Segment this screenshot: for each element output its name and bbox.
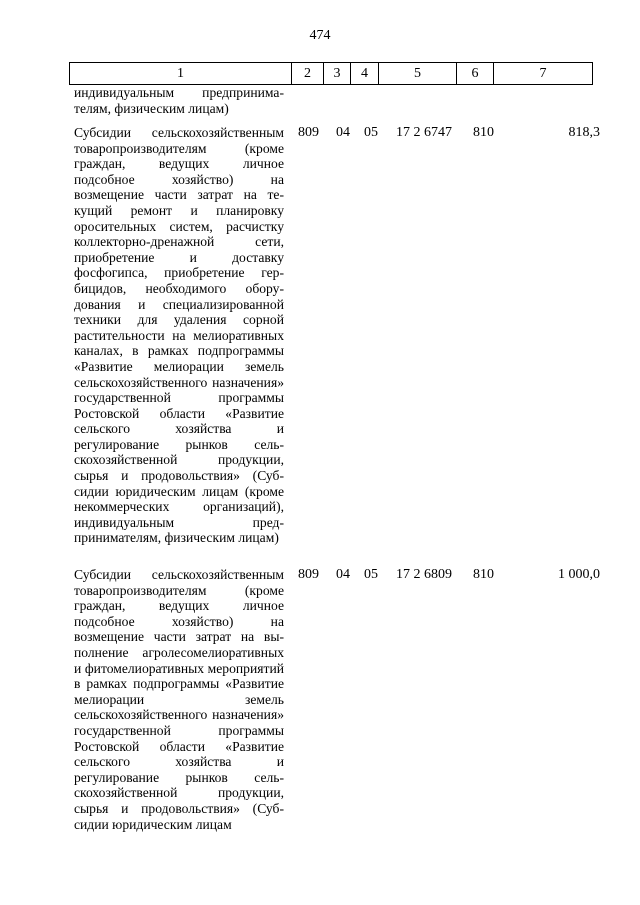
row-1-description: Субсидии сельскохозяйственным товаропроизводителям (кроме граждан, ведущих личное подсобное хозяйство) на возмещение части затрат на текущий ремонт и планировку оросительных систем, расчистку коллекторно-дренажной сети, приобретение и доставку фосфогипса, приобретение гербицидов, необходимого оборудования и специализированной техники для удаления сорной растительности на мелиоративных каналах, в рамках подпрограммы «Развитие мелиорации земель сельскохозяйственного назначения» государственной программы Ростовской области «Развитие сельского хозяйства и регулирование рынков сельскохозяйственной продукции, сырья и продовольствия» (Субсидии юридическим лицам (кроме некоммерческих организаций), индивидуальным предпринимателям, физическим лицам) [74, 125, 284, 546]
column-header-4: 4 [351, 63, 379, 85]
row-1-col-2: 809 [298, 125, 319, 140]
column-header-5: 5 [379, 63, 457, 85]
column-header-table [69, 62, 593, 85]
page-number: 474 [309, 28, 331, 43]
row-1-col-3: 04 [336, 125, 350, 140]
row-2-col-5: 17 2 6809 [396, 567, 452, 582]
row-2-col-7: 1 000,0 [558, 567, 600, 582]
column-header-7: 7 [494, 63, 593, 85]
row-1-col-4: 05 [364, 125, 378, 140]
row-1-col-5: 17 2 6747 [396, 125, 452, 140]
column-header-1: 1 [70, 63, 292, 85]
row-2-col-6: 810 [473, 567, 494, 582]
column-header-2: 2 [292, 63, 324, 85]
column-header-6: 6 [457, 63, 494, 85]
row-2-col-4: 05 [364, 567, 378, 582]
row-2-col-3: 04 [336, 567, 350, 582]
row-2-description: Субсидии сельскохозяйственным товаропроизводителям (кроме граждан, ведущих личное подсобное хозяйство) на возмещение части затрат на выполнение агролесомелиоративных и фитомелиоративных мероприятий в рамках подпрограммы «Развитие мелиорации земель сельскохозяйственного назначения» государственной программы Ростовской области «Развитие сельского хозяйства и регулирование рынков сельскохозяйственной продукции, сырья и продовольствия» (Субсидии юридическим лицам [74, 567, 284, 832]
column-header-3: 3 [324, 63, 351, 85]
row-1-col-6: 810 [473, 125, 494, 140]
row-2-col-2: 809 [298, 567, 319, 582]
row-0-description: индивидуальным предпринимателям, физическим лицам) [74, 85, 284, 116]
row-1-col-7: 818,3 [568, 125, 600, 140]
